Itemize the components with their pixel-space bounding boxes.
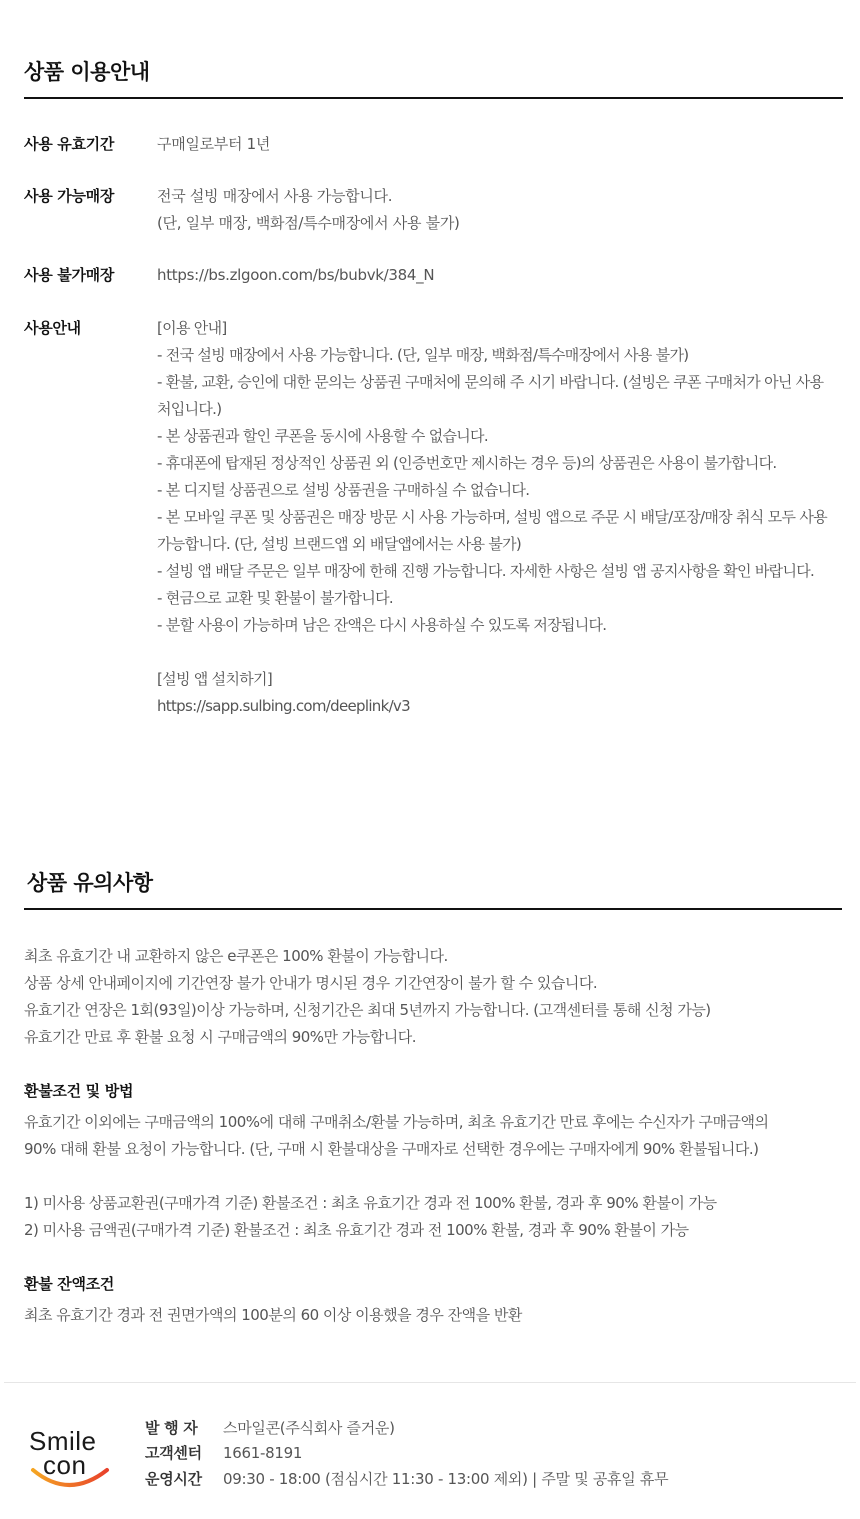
hours-value: 09:30 - 18:00 (점심시간 11:30 - 13:00 제외) | 주말 및 공휴일 휴무 bbox=[223, 1470, 669, 1488]
smilecon-logo bbox=[27, 1420, 117, 1500]
smile-arc-icon bbox=[27, 1466, 113, 1494]
refund-item: 1) 미사용 상품교환권(구매가격 기준) 환불조건 : 최초 유효기간 경과 전 100% 환불, 경과 후 90% 환불이 가능 bbox=[24, 1194, 717, 1212]
footer-hours bbox=[145, 1467, 668, 1491]
unavailable-stores-label: 사용 불가매장 bbox=[24, 266, 115, 284]
validity-value: 구매일로부터 1년 bbox=[157, 135, 271, 153]
footer-customer-center bbox=[145, 1441, 302, 1465]
usage-guide-line: [이용 안내] bbox=[157, 319, 227, 337]
notice-line: 유효기간 만료 후 환불 요청 시 구매금액의 90%만 가능합니다. bbox=[24, 1028, 417, 1046]
publisher-label: 발 행 자 bbox=[145, 1419, 198, 1437]
usage-guide-line: - 본 상품권과 할인 쿠폰을 동시에 사용할 수 없습니다. bbox=[157, 427, 488, 445]
usage-guide-line: - 휴대폰에 탑재된 정상적인 상품권 외 (인증번호만 제시하는 경우 등)의 상품권은 사용이 불가합니다. bbox=[157, 454, 777, 472]
notice-line: 최초 유효기간 내 교환하지 않은 e쿠폰은 100% 환불이 가능합니다. bbox=[24, 947, 448, 965]
publisher-value: 스마일콘(주식회사 즐거운) bbox=[223, 1419, 395, 1437]
usage-guide-line: - 본 디지털 상품권으로 설빙 상품권을 구매하실 수 없습니다. bbox=[157, 481, 530, 499]
unavailable-stores-link[interactable]: https://bs.zlgoon.com/bs/bubvk/384_N bbox=[157, 266, 435, 284]
balance-line: 최초 유효기간 경과 전 권면가액의 100분의 60 이상 이용했을 경우 잔액을 반환 bbox=[24, 1306, 522, 1324]
available-stores-label: 사용 가능매장 bbox=[24, 187, 115, 205]
app-install-link[interactable]: https://sapp.sulbing.com/deeplink/v3 bbox=[157, 697, 410, 715]
usage-guide-line: - 전국 설빙 매장에서 사용 가능합니다. (단, 일부 매장, 백화점/특수매장에서 사용 불가) bbox=[157, 346, 689, 364]
refund-description bbox=[24, 1109, 839, 1163]
cs-phone[interactable]: 1661-8191 bbox=[223, 1444, 303, 1462]
notice-lines bbox=[24, 943, 839, 1051]
refund-line: 90% 대해 환불 요청이 가능합니다. (단, 구매 시 환불대상을 구매자로 선택한 경우에는 구매자에게 90% 환불됩니다.) bbox=[24, 1140, 759, 1158]
available-stores-value bbox=[157, 183, 837, 237]
logo-text-smile: Smile bbox=[29, 1426, 97, 1456]
refund-line: 유효기간 이외에는 구매금액의 100%에 대해 구매취소/환불 가능하며, 최초 유효기간 만료 후에는 수신자가 구매금액의 bbox=[24, 1113, 769, 1131]
available-stores-line: (단, 일부 매장, 백화점/특수매장에서 사용 불가) bbox=[157, 214, 460, 232]
usage-guide-line: - 환불, 교환, 승인에 대한 문의는 상품권 구매처에 문의해 주 시기 바랍니다. (설빙은 쿠폰 구매처가 아닌 사용처입니다.) bbox=[157, 373, 824, 418]
usage-title-divider bbox=[24, 97, 843, 99]
balance-text bbox=[24, 1302, 839, 1329]
notice-line: 상품 상세 안내페이지에 기간연장 불가 안내가 명시된 경우 기간연장이 불가 할 수 있습니다. bbox=[24, 974, 598, 992]
validity-label: 사용 유효기간 bbox=[24, 135, 115, 153]
usage-guide-line: - 본 모바일 쿠폰 및 상품권은 매장 방문 시 사용 가능하며, 설빙 앱으로 주문 시 배달/포장/매장 취식 모두 사용 가능합니다. (단, 설빙 브랜드앱 외 배달앱에서는 사용 불가) bbox=[157, 508, 827, 553]
notice-line: 유효기간 연장은 1회(93일)이상 가능하며, 신청기간은 최대 5년까지 가능합니다. (고객센터를 통해 신청 가능) bbox=[24, 1001, 711, 1019]
balance-heading: 환불 잔액조건 bbox=[24, 1275, 115, 1293]
cs-label: 고객센터 bbox=[145, 1444, 202, 1462]
usage-guide-label: 사용안내 bbox=[24, 319, 81, 337]
refund-items bbox=[24, 1190, 839, 1244]
usage-guide-line: - 설빙 앱 배달 주문은 일부 매장에 한해 진행 가능합니다. 자세한 사항은 설빙 앱 공지사항을 확인 바랍니다. bbox=[157, 562, 815, 580]
app-install-title: [설빙 앱 설치하기] bbox=[157, 670, 272, 688]
usage-section-title: 상품 이용안내 bbox=[24, 60, 150, 84]
footer-divider bbox=[4, 1382, 856, 1383]
refund-item: 2) 미사용 금액권(구매가격 기준) 환불조건 : 최초 유효기간 경과 전 100% 환불, 경과 후 90% 환불이 가능 bbox=[24, 1221, 689, 1239]
notice-title-divider bbox=[24, 908, 842, 910]
available-stores-line: 전국 설빙 매장에서 사용 가능합니다. bbox=[157, 187, 393, 205]
usage-guide-line: - 분할 사용이 가능하며 남은 잔액은 다시 사용하실 수 있도록 저장됩니다. bbox=[157, 616, 607, 634]
usage-guide-line: - 현금으로 교환 및 환불이 불가합니다. bbox=[157, 589, 393, 607]
hours-label: 운영시간 bbox=[145, 1470, 202, 1488]
refund-heading: 환불조건 및 방법 bbox=[24, 1082, 134, 1100]
usage-guide-body bbox=[157, 315, 837, 720]
footer-publisher bbox=[145, 1416, 395, 1440]
notice-section-title: 상품 유의사항 bbox=[27, 871, 153, 895]
logo-text-con: con bbox=[43, 1450, 87, 1480]
